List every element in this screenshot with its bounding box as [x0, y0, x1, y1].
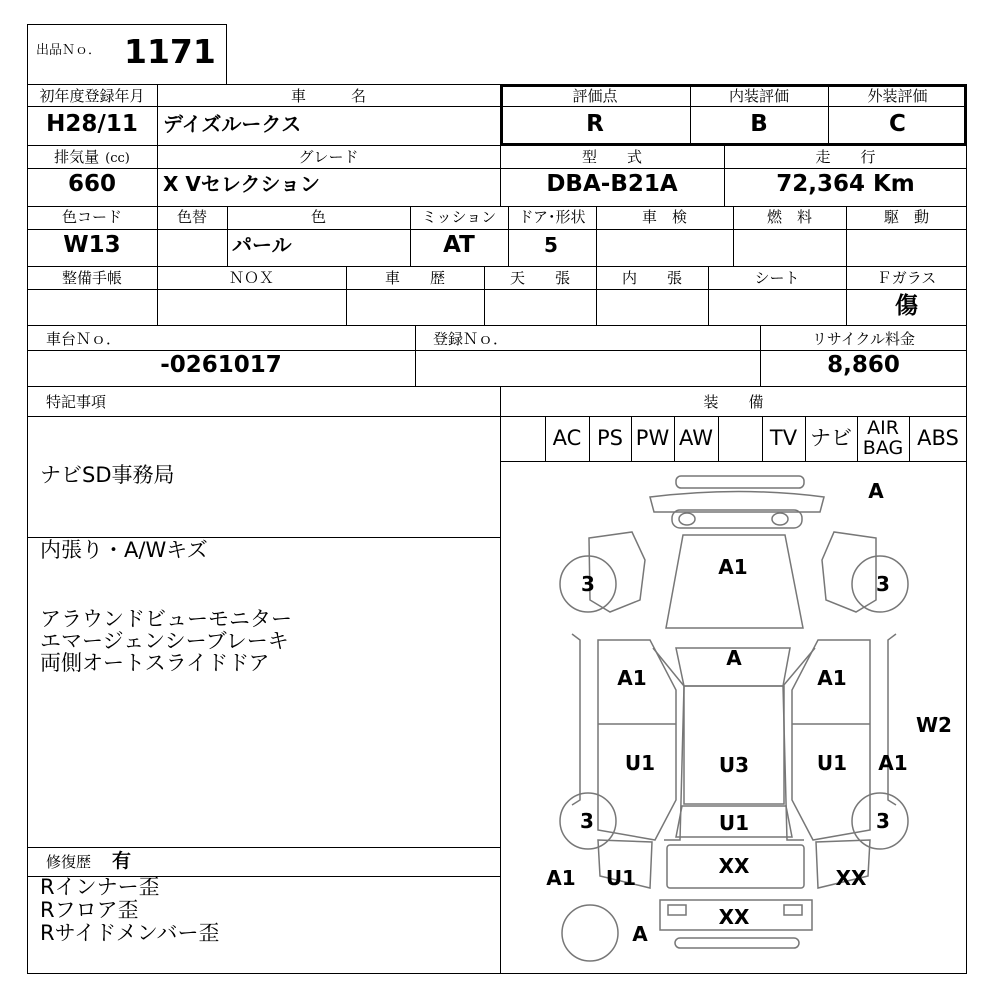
doors-value: 5 — [544, 233, 558, 257]
mark-side-right: W2 — [916, 713, 952, 737]
color-code-value: W13 — [63, 232, 121, 258]
equipment-ps: PS — [597, 426, 623, 450]
repair-note: Rインナー歪 — [40, 875, 160, 899]
exterior-label: 外装評価 — [867, 87, 928, 105]
interior-value: B — [750, 111, 768, 137]
note-line: 内張り・A/Wキズ — [40, 538, 208, 562]
mark-fender-right: A1 — [817, 666, 847, 690]
maintenance-label: 整備手帳 — [61, 269, 122, 287]
hood-shape — [666, 535, 803, 628]
roof-shape — [684, 686, 784, 804]
mark-rocker-right: A1 — [878, 751, 908, 775]
equipment-pw: PW — [635, 426, 670, 450]
remarks-label: 特記事項 — [46, 393, 107, 411]
fuel-label: 燃 料 — [766, 208, 812, 226]
equipment-aw: AW — [679, 426, 713, 450]
recycle-value: 8,860 — [827, 352, 900, 378]
mileage-label: 走 行 — [815, 148, 876, 166]
model-label: 型 式 — [581, 148, 642, 166]
mark-wheel-rl: 3 — [580, 809, 594, 833]
mark-rear-bumper: XX — [718, 905, 750, 929]
color-code-label: 色コード — [61, 208, 122, 226]
drive-label: 駆 動 — [883, 208, 929, 226]
car-name-value: デイズルークス — [163, 112, 302, 136]
inner-trim-label: 内 張 — [621, 269, 682, 287]
history-label: 車 歴 — [384, 269, 445, 287]
headlight-shape — [772, 513, 788, 525]
first-reg-label: 初年度登録年月 — [39, 87, 145, 105]
inspection-label: 車 検 — [641, 208, 687, 226]
rocker-shape — [888, 634, 896, 805]
nox-label: ＮＯＸ — [228, 269, 274, 287]
reg-no-label: 登録Ｎｏ． — [433, 330, 509, 348]
repair-value: 有 — [112, 850, 132, 872]
mark-tailgate: XX — [718, 854, 750, 878]
mark-spare-area: A — [632, 922, 648, 946]
mark-wheel-rr: 3 — [876, 809, 890, 833]
remarks-line: ナビSD事務局 — [40, 463, 175, 487]
equipment-navi: ナビ — [810, 426, 852, 450]
equipment-abs: ABS — [917, 426, 959, 450]
rocker-shape — [572, 634, 580, 805]
front-bumper-shape — [676, 476, 804, 488]
mark-front-bumper: A — [868, 479, 884, 503]
mark-roof: U3 — [718, 753, 750, 777]
chassis-value: -0261017 — [160, 352, 282, 378]
sunroof-label: 天 張 — [509, 269, 570, 287]
note-line: エマージェンシーブレーキ — [40, 629, 289, 653]
mission-value: AT — [443, 232, 475, 258]
car-damage-diagram — [501, 462, 966, 973]
displacement-value: 660 — [67, 171, 116, 197]
mark-quarter-left: A1 — [546, 866, 576, 890]
mileage-value: 72,364 Km — [776, 171, 915, 197]
score-value: R — [586, 111, 604, 137]
lot-number-label: 出品Ｎｏ． — [36, 43, 102, 58]
mark-hood: A1 — [718, 555, 748, 579]
first-reg-value: H28/11 — [46, 111, 138, 137]
mark-rear-glass: U1 — [718, 811, 750, 835]
car-name-label: 車 名 — [290, 87, 366, 105]
mark-fender-left: A1 — [617, 666, 647, 690]
grade-value: X Vセレクション — [163, 172, 321, 196]
chassis-label: 車台Ｎｏ． — [46, 330, 122, 348]
front-bumper-shape — [650, 492, 824, 513]
equipment-label: 装 備 — [703, 393, 764, 411]
note-line: アラウンドビューモニター — [40, 607, 292, 631]
doors-label: ドア･形状 — [518, 208, 586, 226]
seat-label: シート — [754, 269, 800, 287]
recycle-label: リサイクル料金 — [812, 330, 915, 348]
color-change-label: 色替 — [176, 208, 207, 226]
repair-label: 修復歴 — [46, 853, 92, 871]
mark-door-left: U1 — [624, 751, 656, 775]
equipment-tv: TV — [769, 426, 798, 450]
model-value: DBA-B21A — [546, 171, 678, 197]
color-label: 色 — [310, 208, 326, 226]
score-label: 評価点 — [572, 87, 618, 105]
mark-quarter-left-inner: U1 — [605, 866, 637, 890]
mission-label: ミッション — [421, 208, 497, 226]
headlight-shape — [679, 513, 695, 525]
f-glass-label: Ｆガラス — [876, 269, 937, 287]
mark-wheel-fr: 3 — [876, 572, 890, 596]
note-line: 両側オートスライドドア — [40, 651, 270, 675]
lot-number: 1171 — [124, 32, 216, 71]
displacement-label: 排気量 (cc) — [54, 148, 130, 166]
exterior-value: C — [889, 111, 906, 137]
repair-note: Rフロア歪 — [40, 898, 139, 922]
equipment-airbag: AIR BAG — [862, 417, 904, 459]
equipment-ac: AC — [552, 426, 582, 450]
color-value: パール — [232, 233, 292, 257]
mark-wheel-fl: 3 — [581, 572, 595, 596]
interior-label: 内装評価 — [728, 87, 789, 105]
grade-label: グレード — [298, 148, 359, 166]
mark-windshield: A — [726, 646, 742, 670]
mark-door-right: U1 — [816, 751, 848, 775]
mark-quarter-right: XX — [835, 866, 867, 890]
repair-note: Rサイドメンバー歪 — [40, 921, 220, 945]
f-glass-value: 傷 — [895, 293, 918, 319]
